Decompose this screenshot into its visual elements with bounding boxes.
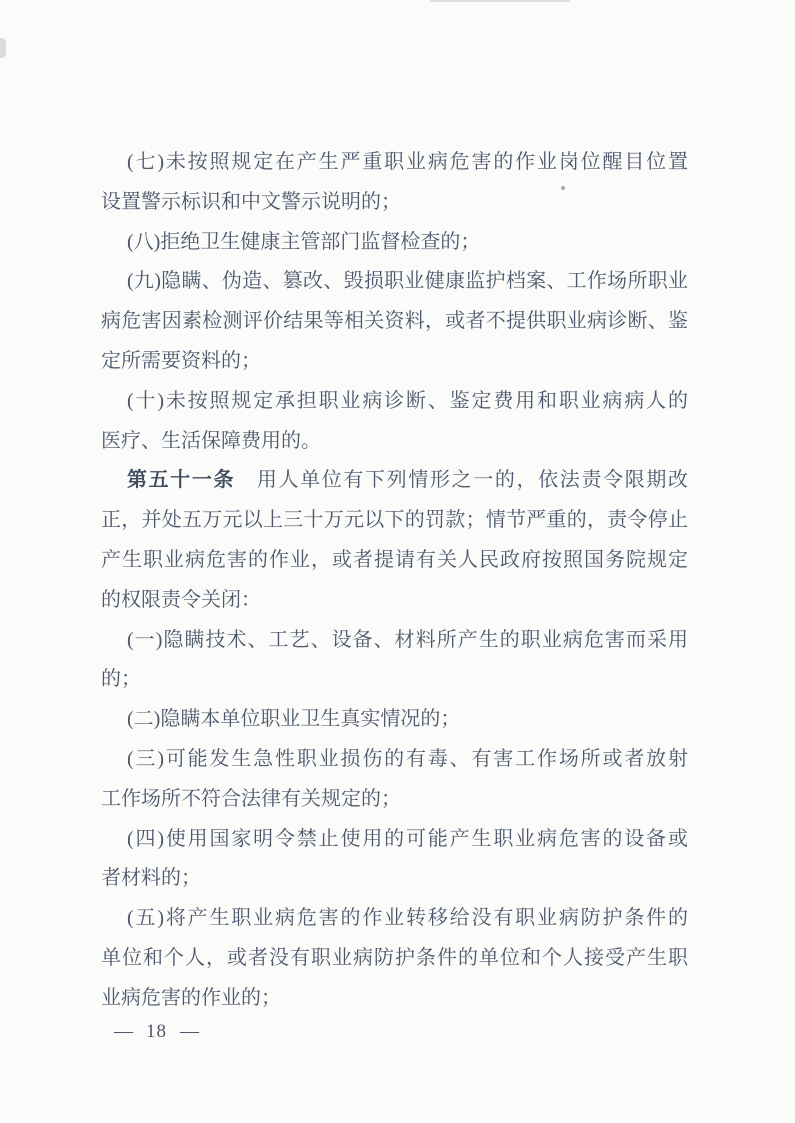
- paragraph-subitem-2: [101, 700, 688, 740]
- article-first-line: 用人单位有下列情形之一的，依法责令限期改: [235, 469, 689, 492]
- footer-right-dash: —: [180, 1021, 199, 1042]
- text-line: (三)可能发生急性职业损伤的有毒、有害工作场所或者放射: [127, 747, 688, 770]
- page-footer: [114, 1019, 199, 1045]
- document-body: [101, 143, 688, 1019]
- paragraph-article-51: [101, 461, 688, 620]
- text-line: 单位和个人，或者没有职业病防护条件的单位和个人接受产生职: [101, 946, 688, 969]
- text-line: (五)将产生职业病危害的作业转移给没有职业病防护条件的: [127, 907, 688, 930]
- text-line: 病危害因素检测评价结果等相关资料，或者不提供职业病诊断、鉴: [101, 310, 688, 333]
- page-number: 18: [146, 1021, 167, 1042]
- text-line: [101, 461, 688, 501]
- paragraph-item-9: [101, 262, 688, 381]
- text-line: 设置警示标识和中文警示说明的；: [101, 190, 401, 213]
- text-line: 医疗、生活保障费用的。: [101, 429, 321, 452]
- paragraph-subitem-4: [101, 820, 688, 900]
- text-line: 产生职业病危害的作业，或者提请有关人民政府按照国务院规定: [101, 548, 688, 571]
- text-line: 者材料的；: [101, 867, 201, 890]
- paragraph-item-8: [101, 223, 688, 263]
- paragraph-item-7: [101, 143, 688, 223]
- footer-left-dash: —: [114, 1021, 133, 1042]
- scan-artifact-left: [0, 38, 6, 58]
- text-line: (九)隐瞒、伪造、篡改、毁损职业健康监护档案、工作场所职业: [127, 270, 688, 293]
- text-line: (七)未按照规定在产生严重职业病危害的作业岗位醒目位置: [127, 151, 688, 173]
- paragraph-item-10: [101, 382, 688, 462]
- text-line: 工作场所不符合法律有关规定的；: [101, 787, 401, 810]
- text-line: 的权限责令关闭：: [101, 588, 261, 611]
- text-line: 正，并处五万元以上三十万元以下的罚款；情节严重的，责令停止: [101, 509, 688, 532]
- text-line: 的；: [101, 668, 141, 691]
- article-number: 第五十一条: [127, 469, 236, 492]
- text-line: (十)未按照规定承担职业病诊断、鉴定费用和职业病病人的: [127, 389, 688, 412]
- text-line: (八)拒绝卫生健康主管部门监督检查的；: [127, 230, 481, 253]
- text-line: 定所需要资料的；: [101, 349, 261, 372]
- paragraph-subitem-5: [101, 899, 688, 1018]
- text-line: 业病危害的作业的；: [101, 986, 281, 1009]
- text-line: (一)隐瞒技术、工艺、设备、材料所产生的职业病危害而采用: [127, 628, 688, 651]
- text-line: (四)使用国家明令禁止使用的可能产生职业病危害的设备或: [127, 827, 688, 850]
- paragraph-subitem-1: [101, 621, 688, 701]
- scan-artifact-top: [430, 0, 570, 2]
- text-line: (二)隐瞒本单位职业卫生真实情况的；: [127, 708, 461, 731]
- paragraph-subitem-3: [101, 740, 688, 820]
